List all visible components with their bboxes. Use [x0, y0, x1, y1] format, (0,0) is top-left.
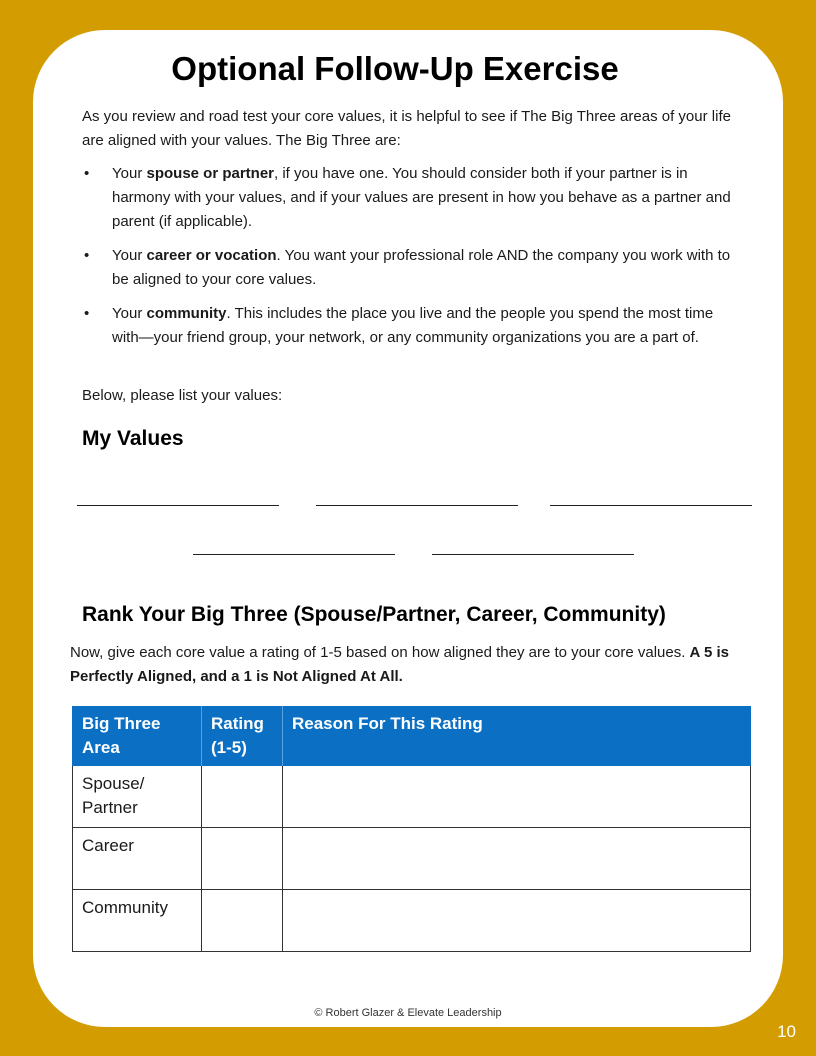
page-title: Optional Follow-Up Exercise [171, 50, 619, 87]
area-cell: Spouse/ Partner [73, 766, 202, 828]
value-line-1[interactable] [77, 505, 279, 506]
list-values-prompt: Below, please list your values: [82, 387, 283, 404]
bullet-icon: • [84, 165, 90, 182]
header-area: Big Three Area [73, 706, 202, 766]
rating-cell[interactable] [202, 828, 283, 890]
copyright-footer: © Robert Glazer & Elevate Leadership [314, 1007, 502, 1019]
header-reason: Reason For This Rating [283, 706, 751, 766]
big-three-list [82, 162, 732, 360]
list-item: • Your career or vocation. You want your professional role AND the company you work with to be aligned to your core values. [82, 244, 732, 292]
table-header-row [73, 706, 751, 766]
rank-heading: Rank Your Big Three (Spouse/Partner, Career, Community) [82, 603, 666, 626]
area-cell: Community [73, 890, 202, 952]
header-rating: Rating (1-5) [202, 706, 283, 766]
reason-cell[interactable] [283, 766, 751, 828]
page-number: 10 [777, 1022, 796, 1041]
rating-cell[interactable] [202, 766, 283, 828]
list-item: • Your spouse or partner, if you have one. You should consider both if your partner is in harmony with your values, and if your values are present in how you behave as a partner and parent (if applicable). [82, 162, 732, 234]
bullet-icon: • [84, 247, 90, 264]
reason-cell[interactable] [283, 828, 751, 890]
value-line-3[interactable] [550, 505, 752, 506]
area-cell: Career [73, 828, 202, 890]
rating-cell[interactable] [202, 890, 283, 952]
table-row [73, 828, 751, 890]
value-line-4[interactable] [193, 554, 395, 555]
table-row [73, 766, 751, 828]
value-line-5[interactable] [432, 554, 634, 555]
value-line-2[interactable] [316, 505, 518, 506]
my-values-heading: My Values [82, 427, 184, 450]
rating-instructions: Now, give each core value a rating of 1-5 based on how aligned they are to your core values. A 5 is Perfectly Aligned, and a 1 is Not Aligned At All. [70, 644, 730, 685]
list-item: • Your community. This includes the place you live and the people you spend the most time with—your friend group, your network, or any community organizations you are a part of. [82, 302, 732, 350]
intro-paragraph: As you review and road test your core values, it is helpful to see if The Big Three areas of your life are aligned with your values. The Big Three are: [82, 108, 731, 149]
table-row [73, 890, 751, 952]
reason-cell[interactable] [283, 890, 751, 952]
bullet-icon: • [84, 305, 90, 322]
rating-table [72, 706, 751, 952]
